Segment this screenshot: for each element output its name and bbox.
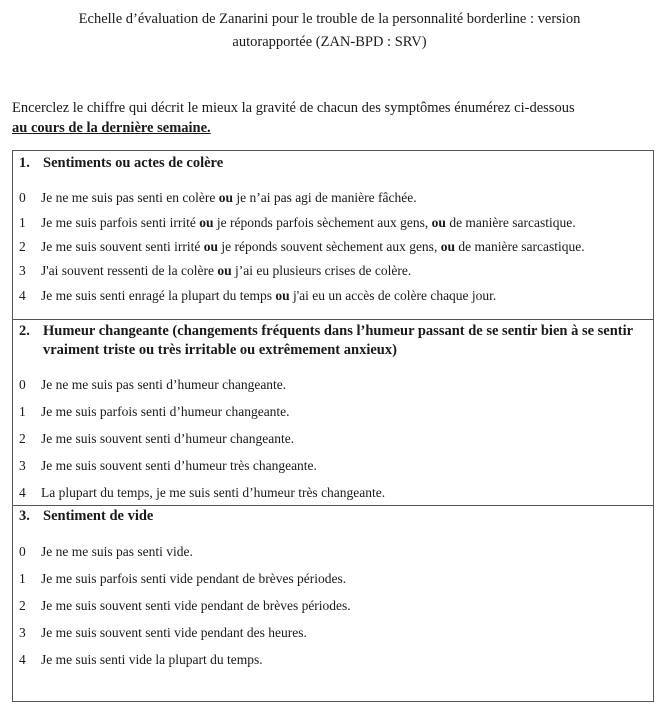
title-line-2: autorapportée (ZAN-BPD : SRV) — [232, 34, 427, 50]
section-number: 1. — [19, 155, 30, 171]
title-line-1: Echelle d’évaluation de Zanarini pour le trouble de la personnalité borderline : version — [78, 11, 581, 27]
option-text: Je me suis senti vide la plupart du temps. — [41, 652, 263, 667]
rating-option[interactable] — [19, 430, 294, 448]
section-heading — [19, 322, 643, 360]
section-title: Sentiment de vide — [43, 508, 154, 524]
rating-option[interactable] — [19, 651, 263, 669]
section-heading — [19, 154, 643, 173]
rating-option[interactable] — [19, 238, 585, 256]
option-text: Je me suis parfois senti d’humeur changeante. — [41, 404, 290, 419]
score-number[interactable]: 0 — [19, 190, 26, 205]
option-text: Je ne me suis pas senti d’humeur changeante. — [41, 377, 287, 392]
rating-option[interactable] — [19, 484, 385, 502]
rating-option[interactable] — [19, 262, 411, 280]
section-number: 3. — [19, 508, 30, 524]
section-number: 2. — [19, 323, 30, 339]
score-number[interactable]: 1 — [19, 571, 26, 586]
score-number[interactable]: 1 — [19, 215, 26, 230]
rating-option[interactable] — [19, 287, 496, 305]
score-number[interactable]: 3 — [19, 263, 26, 278]
score-number[interactable]: 2 — [19, 431, 26, 446]
rating-option[interactable] — [19, 543, 193, 561]
option-text: Je me suis souvent senti irrité ou je réponds souvent sèchement aux gens, ou de manière sarcastique. — [41, 239, 585, 254]
section-title: Humeur changeante (changements fréquents dans l’humeur passant de se sentir bien à se sentir vraiment triste ou très irritable ou extrêmement anxieux) — [43, 323, 633, 358]
section-heading — [19, 507, 643, 526]
score-number[interactable]: 0 — [19, 377, 26, 392]
score-number[interactable]: 2 — [19, 239, 26, 254]
option-text: Je me suis parfois senti vide pendant de brèves périodes. — [41, 571, 347, 586]
rating-option[interactable] — [19, 570, 346, 588]
rating-option[interactable] — [19, 403, 290, 421]
option-text: Je me suis souvent senti vide pendant de brèves périodes. — [41, 598, 351, 613]
option-text: Je me suis souvent senti vide pendant des heures. — [41, 625, 307, 640]
section-emptiness — [13, 505, 653, 702]
rating-option[interactable] — [19, 214, 576, 232]
rating-option[interactable] — [19, 189, 417, 207]
rating-option[interactable] — [19, 597, 351, 615]
option-text: Je me suis souvent senti d’humeur très changeante. — [41, 458, 317, 473]
score-number[interactable]: 0 — [19, 544, 26, 559]
option-text: La plupart du temps, je me suis senti d’humeur très changeante. — [41, 485, 386, 500]
instructions-emphasis: au cours de la dernière semaine. — [12, 120, 211, 136]
score-number[interactable]: 4 — [19, 288, 26, 303]
instructions — [12, 98, 652, 138]
option-text: J'ai souvent ressenti de la colère ou j’ai eu plusieurs crises de colère. — [41, 263, 412, 278]
option-text: Je ne me suis pas senti en colère ou je n’ai pas agi de manière fâchée. — [41, 190, 417, 205]
document-title — [0, 8, 659, 54]
score-number[interactable]: 3 — [19, 625, 26, 640]
rating-option[interactable] — [19, 624, 307, 642]
section-title: Sentiments ou actes de colère — [43, 155, 224, 171]
score-number[interactable]: 4 — [19, 652, 26, 667]
section-anger — [13, 151, 653, 319]
score-number[interactable]: 1 — [19, 404, 26, 419]
instructions-text: Encerclez le chiffre qui décrit le mieux la gravité de chacun des symptômes énumérez ci-dessous — [12, 100, 575, 116]
rating-option[interactable] — [19, 376, 286, 394]
rating-option[interactable] — [19, 457, 317, 475]
score-number[interactable]: 3 — [19, 458, 26, 473]
option-text: Je me suis parfois senti irrité ou je réponds parfois sèchement aux gens, ou de manière sarcastique. — [41, 215, 576, 230]
section-mood-swings — [13, 319, 653, 506]
symptom-table — [12, 150, 654, 702]
option-text: Je me suis souvent senti d’humeur changeante. — [41, 431, 295, 446]
option-text: Je me suis senti enragé la plupart du temps ou j'ai eu un accès de colère chaque jour. — [41, 288, 497, 303]
option-text: Je ne me suis pas senti vide. — [41, 544, 193, 559]
score-number[interactable]: 2 — [19, 598, 26, 613]
score-number[interactable]: 4 — [19, 485, 26, 500]
